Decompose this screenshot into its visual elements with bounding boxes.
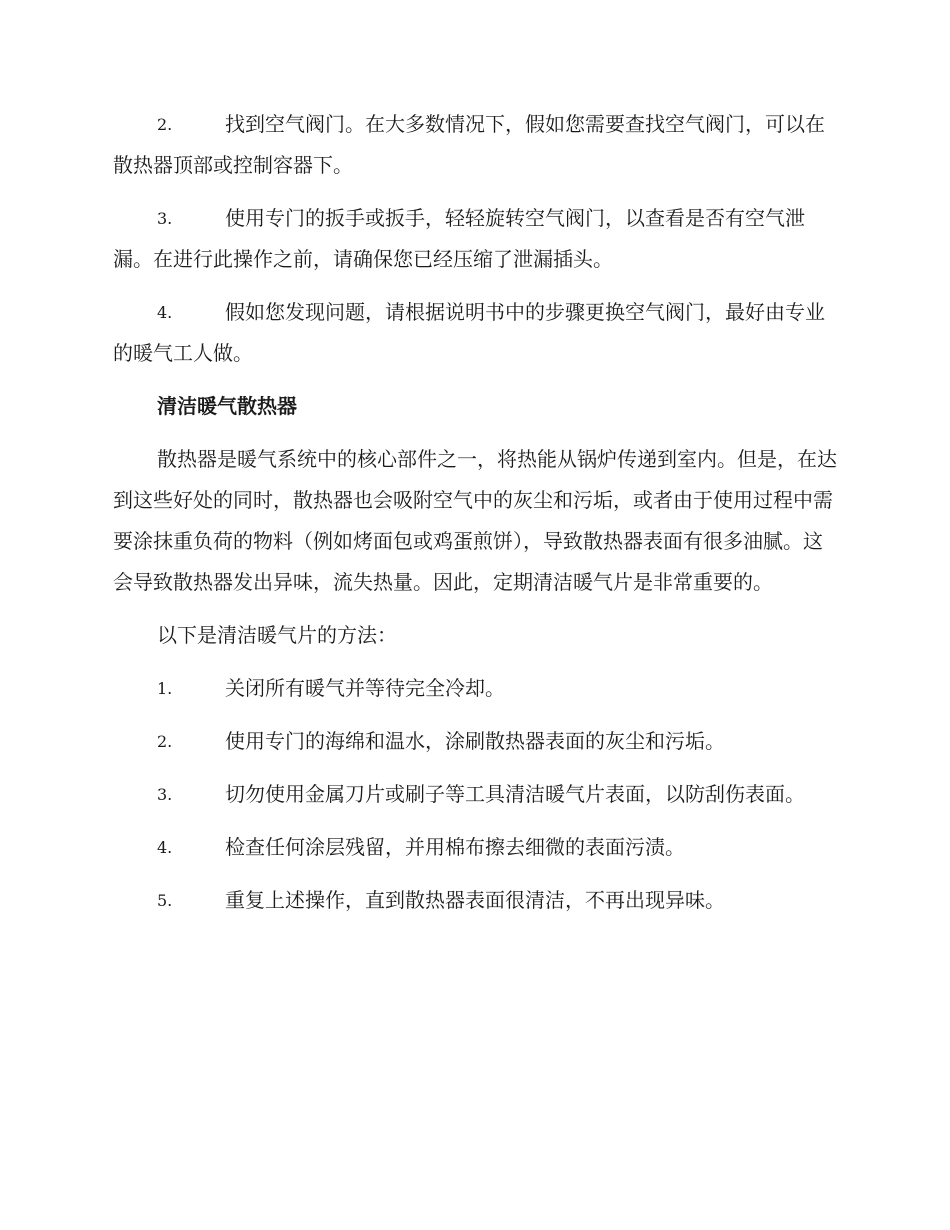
document-body (113, 104, 838, 933)
list-item (113, 104, 838, 186)
list-item-number: 3. (157, 785, 173, 804)
list-item-text: 假如您发现问题，请根据说明书中的步骤更换空气阀门，最好由专业的暖气工人做。 (113, 300, 825, 365)
list-item (113, 292, 838, 374)
section-heading: 清洁暖气散热器 (157, 394, 297, 418)
list-item (113, 668, 838, 709)
list-item-text: 使用专门的扳手或扳手，轻轻旋转空气阀门，以查看是否有空气泄漏。在进行此操作之前，请确保您已经压缩了泄漏插头。 (113, 206, 805, 271)
list-item-number: 4. (157, 838, 173, 857)
list-item-text: 切勿使用金属刀片或刷子等工具清洁暖气片表面，以防刮伤表面。 (225, 782, 805, 806)
list-item-text: 检查任何涂层残留，并用棉布擦去细微的表面污渍。 (225, 835, 685, 859)
list-item (113, 880, 838, 921)
list-item-text: 使用专门的海绵和温水，涂刷散热器表面的灰尘和污垢。 (225, 729, 725, 753)
list-item-number: 2. (157, 732, 173, 751)
list-item-text: 关闭所有暖气并等待完全冷却。 (225, 676, 505, 700)
list-item-number: 5. (157, 891, 173, 910)
list-item-number: 4. (157, 303, 173, 322)
list-item (113, 721, 838, 762)
method-intro: 以下是清洁暖气片的方法： (157, 623, 397, 647)
list-item-number: 3. (157, 209, 173, 228)
list-item-text: 找到空气阀门。在大多数情况下，假如您需要查找空气阀门，可以在散热器顶部或控制容器下。 (113, 112, 825, 177)
intro-paragraph: 散热器是暖气系统中的核心部件之一，将热能从锅炉传递到室内。但是，在达到这些好处的同时，散热器也会吸附空气中的灰尘和污垢，或者由于使用过程中需要涂抹重负荷的物料（例如烤面包或鸡蛋煎饼），导致散热器表面有很多油腻。这会导致散热器发出异味，流失热量。因此，定期清洁暖气片是非常重要的。 (113, 447, 837, 594)
list-item (113, 198, 838, 280)
list-item-number: 2. (157, 115, 173, 134)
list-item (113, 827, 838, 868)
list-item (113, 774, 838, 815)
list-item-number: 1. (157, 679, 173, 698)
list-item-text: 重复上述操作，直到散热器表面很清洁，不再出现异味。 (225, 888, 725, 912)
